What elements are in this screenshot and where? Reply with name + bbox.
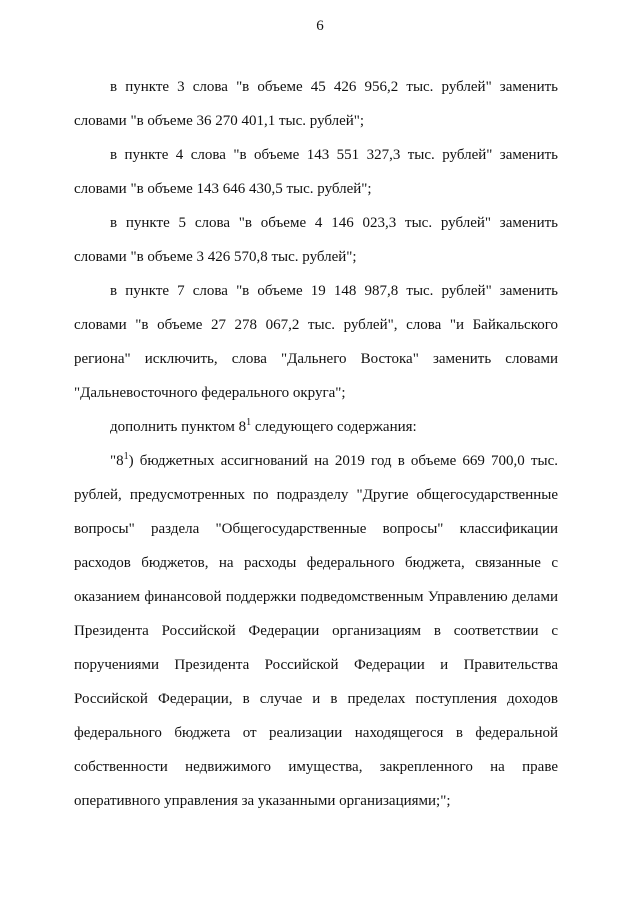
paragraph-item-7 [74, 274, 558, 410]
paragraph-item-4 [74, 138, 558, 206]
text-line: словами "в объеме 27 278 067,2 тыс. рублей", слова "и Байкальского [74, 317, 558, 333]
text-line: региона" исключить, слова "Дальнего Востока" заменить словами [74, 351, 558, 367]
text-line: в пункте 7 слова "в объеме 19 148 987,8 тыс. рублей" заменить [110, 283, 558, 299]
text-line: Российской Федерации, в случае и в пределах поступления доходов [74, 691, 558, 707]
superscript: 1 [246, 417, 252, 428]
text-fragment: "8 [110, 453, 124, 469]
text-line [74, 444, 558, 478]
new-item-paragraph [74, 444, 558, 818]
supplement-intro [74, 410, 558, 444]
paragraph-item-3 [74, 70, 558, 138]
text-line: поручениями Президента Российской Федерации и Правительства [74, 657, 558, 673]
text-line: оперативного управления за указанными организациями;"; [74, 793, 451, 809]
text-line: в пункте 3 слова "в объеме 45 426 956,2 тыс. рублей" заменить [110, 79, 558, 95]
text-fragment: следующего содержания: [251, 419, 417, 435]
text-line: словами "в объеме 3 426 570,8 тыс. рублей"; [74, 249, 357, 265]
text-line: расходов бюджетов, на расходы федерального бюджета, связанные с [74, 555, 558, 571]
text-line: словами "в объеме 143 646 430,5 тыс. рублей"; [74, 181, 372, 197]
text-line: Президента Российской Федерации организациям в соответствии с [74, 623, 558, 639]
document-body [74, 70, 558, 818]
text-line: собственности недвижимого имущества, закрепленного на праве [74, 759, 558, 775]
page-number: 6 [316, 18, 324, 34]
text-line: вопросы" раздела "Общегосударственные вопросы" классификации [74, 521, 558, 537]
text-line: "Дальневосточного федерального округа"; [74, 385, 346, 401]
text-fragment: ) бюджетных ассигнований на 2019 год в объеме 669 700,0 тыс. [128, 453, 558, 469]
text-line: рублей, предусмотренных по подразделу "Другие общегосударственные [74, 487, 558, 503]
text-line: федерального бюджета от реализации находящегося в федеральной [74, 725, 558, 741]
text-fragment: дополнить пунктом 8 [110, 419, 247, 435]
text-line: оказанием финансовой поддержки подведомственным Управлению делами [74, 589, 558, 605]
paragraph-item-5 [74, 206, 558, 274]
text-line: в пункте 5 слова "в объеме 4 146 023,3 тыс. рублей" заменить [110, 215, 558, 231]
superscript: 1 [123, 451, 129, 462]
text-line: словами "в объеме 36 270 401,1 тыс. рублей"; [74, 113, 365, 129]
text-line: в пункте 4 слова "в объеме 143 551 327,3 тыс. рублей" заменить [110, 147, 558, 163]
